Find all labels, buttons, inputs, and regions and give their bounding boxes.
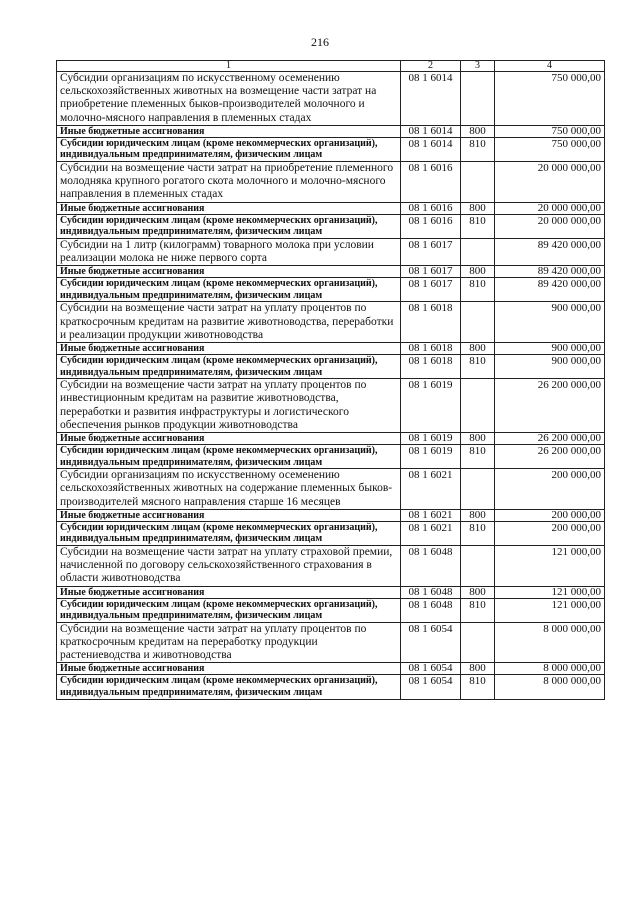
table-row — [57, 675, 605, 699]
row-code: 08 1 6054 — [401, 663, 461, 675]
row-amount: 8 000 000,00 — [495, 675, 605, 699]
column-number: 4 — [495, 61, 605, 72]
row-amount: 121 000,00 — [495, 545, 605, 586]
row-name: Субсидии на возмещение части затрат на уплату страховой премии, начисленной по договору сельскохозяйственного страхования в области животноводства — [57, 545, 401, 586]
row-name: Субсидии юридическим лицам (кроме некоммерческих организаций), индивидуальным предпринимателям, физическим лицам — [57, 445, 401, 469]
row-amount: 8 000 000,00 — [495, 663, 605, 675]
row-expense-type: 810 — [461, 445, 495, 469]
table-row — [57, 137, 605, 161]
row-code: 08 1 6014 — [401, 125, 461, 137]
table-row — [57, 214, 605, 238]
table-row — [57, 343, 605, 355]
table-row — [57, 521, 605, 545]
row-code: 08 1 6017 — [401, 278, 461, 302]
table-row — [57, 302, 605, 343]
row-amount: 750 000,00 — [495, 72, 605, 126]
row-name: Субсидии юридическим лицам (кроме некоммерческих организаций), индивидуальным предпринимателям, физическим лицам — [57, 278, 401, 302]
row-name: Субсидии на возмещение части затрат на уплату процентов по краткосрочным кредитам на переработку продукции растениеводства и животноводства — [57, 622, 401, 663]
row-expense-type: 810 — [461, 675, 495, 699]
column-number: 3 — [461, 61, 495, 72]
row-amount: 26 200 000,00 — [495, 379, 605, 433]
row-amount: 750 000,00 — [495, 137, 605, 161]
row-name: Иные бюджетные ассигнования — [57, 202, 401, 214]
row-amount: 8 000 000,00 — [495, 622, 605, 663]
row-name: Субсидии на возмещение части затрат на уплату процентов по инвестиционным кредитам на развитие животноводства, переработки и развития инфраструктуры и логистического обеспечения рынков продукции животноводства — [57, 379, 401, 433]
row-expense-type: 810 — [461, 278, 495, 302]
table-row — [57, 586, 605, 598]
row-amount: 900 000,00 — [495, 343, 605, 355]
row-expense-type: 800 — [461, 266, 495, 278]
row-code: 08 1 6021 — [401, 521, 461, 545]
row-code: 08 1 6018 — [401, 343, 461, 355]
row-code: 08 1 6048 — [401, 586, 461, 598]
row-code: 08 1 6018 — [401, 302, 461, 343]
column-number: 2 — [401, 61, 461, 72]
row-code: 08 1 6014 — [401, 72, 461, 126]
table-row — [57, 266, 605, 278]
row-name: Субсидии организациям по искусственному осеменению сельскохозяйственных животных на содержание племенных быков-производителей мясного направления старше 16 месяцев — [57, 469, 401, 510]
table-row — [57, 125, 605, 137]
row-code: 08 1 6017 — [401, 266, 461, 278]
row-name: Иные бюджетные ассигнования — [57, 125, 401, 137]
row-amount: 20 000 000,00 — [495, 214, 605, 238]
table-row — [57, 162, 605, 203]
row-amount: 200 000,00 — [495, 521, 605, 545]
row-name: Субсидии на возмещение части затрат на приобретение племенного молодняка крупного рогатого скота молочного и молочно-мясного направления в племенных стадах — [57, 162, 401, 203]
row-name: Иные бюджетные ассигнования — [57, 586, 401, 598]
row-expense-type — [461, 469, 495, 510]
row-expense-type: 800 — [461, 202, 495, 214]
row-code: 08 1 6019 — [401, 433, 461, 445]
table-row — [57, 598, 605, 622]
row-amount: 26 200 000,00 — [495, 445, 605, 469]
row-name: Иные бюджетные ассигнования — [57, 343, 401, 355]
row-amount: 200 000,00 — [495, 509, 605, 521]
table-row — [57, 278, 605, 302]
row-name: Субсидии юридическим лицам (кроме некоммерческих организаций), индивидуальным предпринимателям, физическим лицам — [57, 214, 401, 238]
row-expense-type: 800 — [461, 433, 495, 445]
row-code: 08 1 6017 — [401, 238, 461, 265]
row-code: 08 1 6021 — [401, 509, 461, 521]
row-name: Иные бюджетные ассигнования — [57, 663, 401, 675]
table-row — [57, 72, 605, 126]
row-expense-type: 800 — [461, 663, 495, 675]
row-amount: 900 000,00 — [495, 355, 605, 379]
row-name: Иные бюджетные ассигнования — [57, 266, 401, 278]
table-row — [57, 379, 605, 433]
table-row — [57, 663, 605, 675]
table-row — [57, 202, 605, 214]
row-expense-type: 810 — [461, 521, 495, 545]
row-expense-type: 800 — [461, 586, 495, 598]
row-amount: 121 000,00 — [495, 598, 605, 622]
row-code: 08 1 6048 — [401, 598, 461, 622]
row-amount: 750 000,00 — [495, 125, 605, 137]
row-code: 08 1 6016 — [401, 162, 461, 203]
row-expense-type — [461, 379, 495, 433]
row-amount: 121 000,00 — [495, 586, 605, 598]
row-code: 08 1 6048 — [401, 545, 461, 586]
column-number: 1 — [57, 61, 401, 72]
row-expense-type — [461, 622, 495, 663]
row-expense-type: 800 — [461, 509, 495, 521]
row-code: 08 1 6021 — [401, 469, 461, 510]
table-row — [57, 622, 605, 663]
row-name: Иные бюджетные ассигнования — [57, 509, 401, 521]
row-expense-type: 810 — [461, 137, 495, 161]
row-code: 08 1 6016 — [401, 214, 461, 238]
table-body — [57, 72, 605, 700]
row-expense-type: 810 — [461, 214, 495, 238]
row-expense-type — [461, 162, 495, 203]
row-amount: 20 000 000,00 — [495, 202, 605, 214]
row-amount: 89 420 000,00 — [495, 266, 605, 278]
row-code: 08 1 6054 — [401, 622, 461, 663]
page-number: 216 — [311, 35, 329, 49]
row-code: 08 1 6014 — [401, 137, 461, 161]
table-row — [57, 433, 605, 445]
row-name: Субсидии организациям по искусственному осеменению сельскохозяйственных животных на возмещение части затрат на приобретение племенных быков-производителей молочного и молочно-мясного направления в племенных стадах — [57, 72, 401, 126]
row-code: 08 1 6019 — [401, 379, 461, 433]
row-name: Иные бюджетные ассигнования — [57, 433, 401, 445]
row-name: Субсидии на 1 литр (килограмм) товарного молока при условии реализации молока не ниже первого сорта — [57, 238, 401, 265]
row-expense-type: 800 — [461, 343, 495, 355]
table-row — [57, 469, 605, 510]
row-amount: 900 000,00 — [495, 302, 605, 343]
row-amount: 200 000,00 — [495, 469, 605, 510]
row-code: 08 1 6016 — [401, 202, 461, 214]
row-expense-type: 810 — [461, 355, 495, 379]
table-row — [57, 238, 605, 265]
row-code: 08 1 6054 — [401, 675, 461, 699]
row-name: Субсидии юридическим лицам (кроме некоммерческих организаций), индивидуальным предпринимателям, физическим лицам — [57, 675, 401, 699]
row-amount: 26 200 000,00 — [495, 433, 605, 445]
row-name: Субсидии на возмещение части затрат на уплату процентов по краткосрочным кредитам на развитие животноводства, переработки и реализации продукции животноводства — [57, 302, 401, 343]
row-name: Субсидии юридическим лицам (кроме некоммерческих организаций), индивидуальным предпринимателям, физическим лицам — [57, 521, 401, 545]
row-amount: 20 000 000,00 — [495, 162, 605, 203]
row-expense-type — [461, 72, 495, 126]
budget-table — [56, 60, 605, 700]
row-expense-type — [461, 302, 495, 343]
row-name: Субсидии юридическим лицам (кроме некоммерческих организаций), индивидуальным предпринимателям, физическим лицам — [57, 137, 401, 161]
row-amount: 89 420 000,00 — [495, 238, 605, 265]
row-expense-type — [461, 545, 495, 586]
row-amount: 89 420 000,00 — [495, 278, 605, 302]
row-expense-type — [461, 238, 495, 265]
row-expense-type: 810 — [461, 598, 495, 622]
row-name: Субсидии юридическим лицам (кроме некоммерческих организаций), индивидуальным предпринимателям, физическим лицам — [57, 355, 401, 379]
row-name: Субсидии юридическим лицам (кроме некоммерческих организаций), индивидуальным предпринимателям, физическим лицам — [57, 598, 401, 622]
column-number-row — [57, 61, 605, 72]
table-row — [57, 545, 605, 586]
row-code: 08 1 6019 — [401, 445, 461, 469]
table-row — [57, 445, 605, 469]
table-row — [57, 509, 605, 521]
row-code: 08 1 6018 — [401, 355, 461, 379]
table-row — [57, 355, 605, 379]
row-expense-type: 800 — [461, 125, 495, 137]
